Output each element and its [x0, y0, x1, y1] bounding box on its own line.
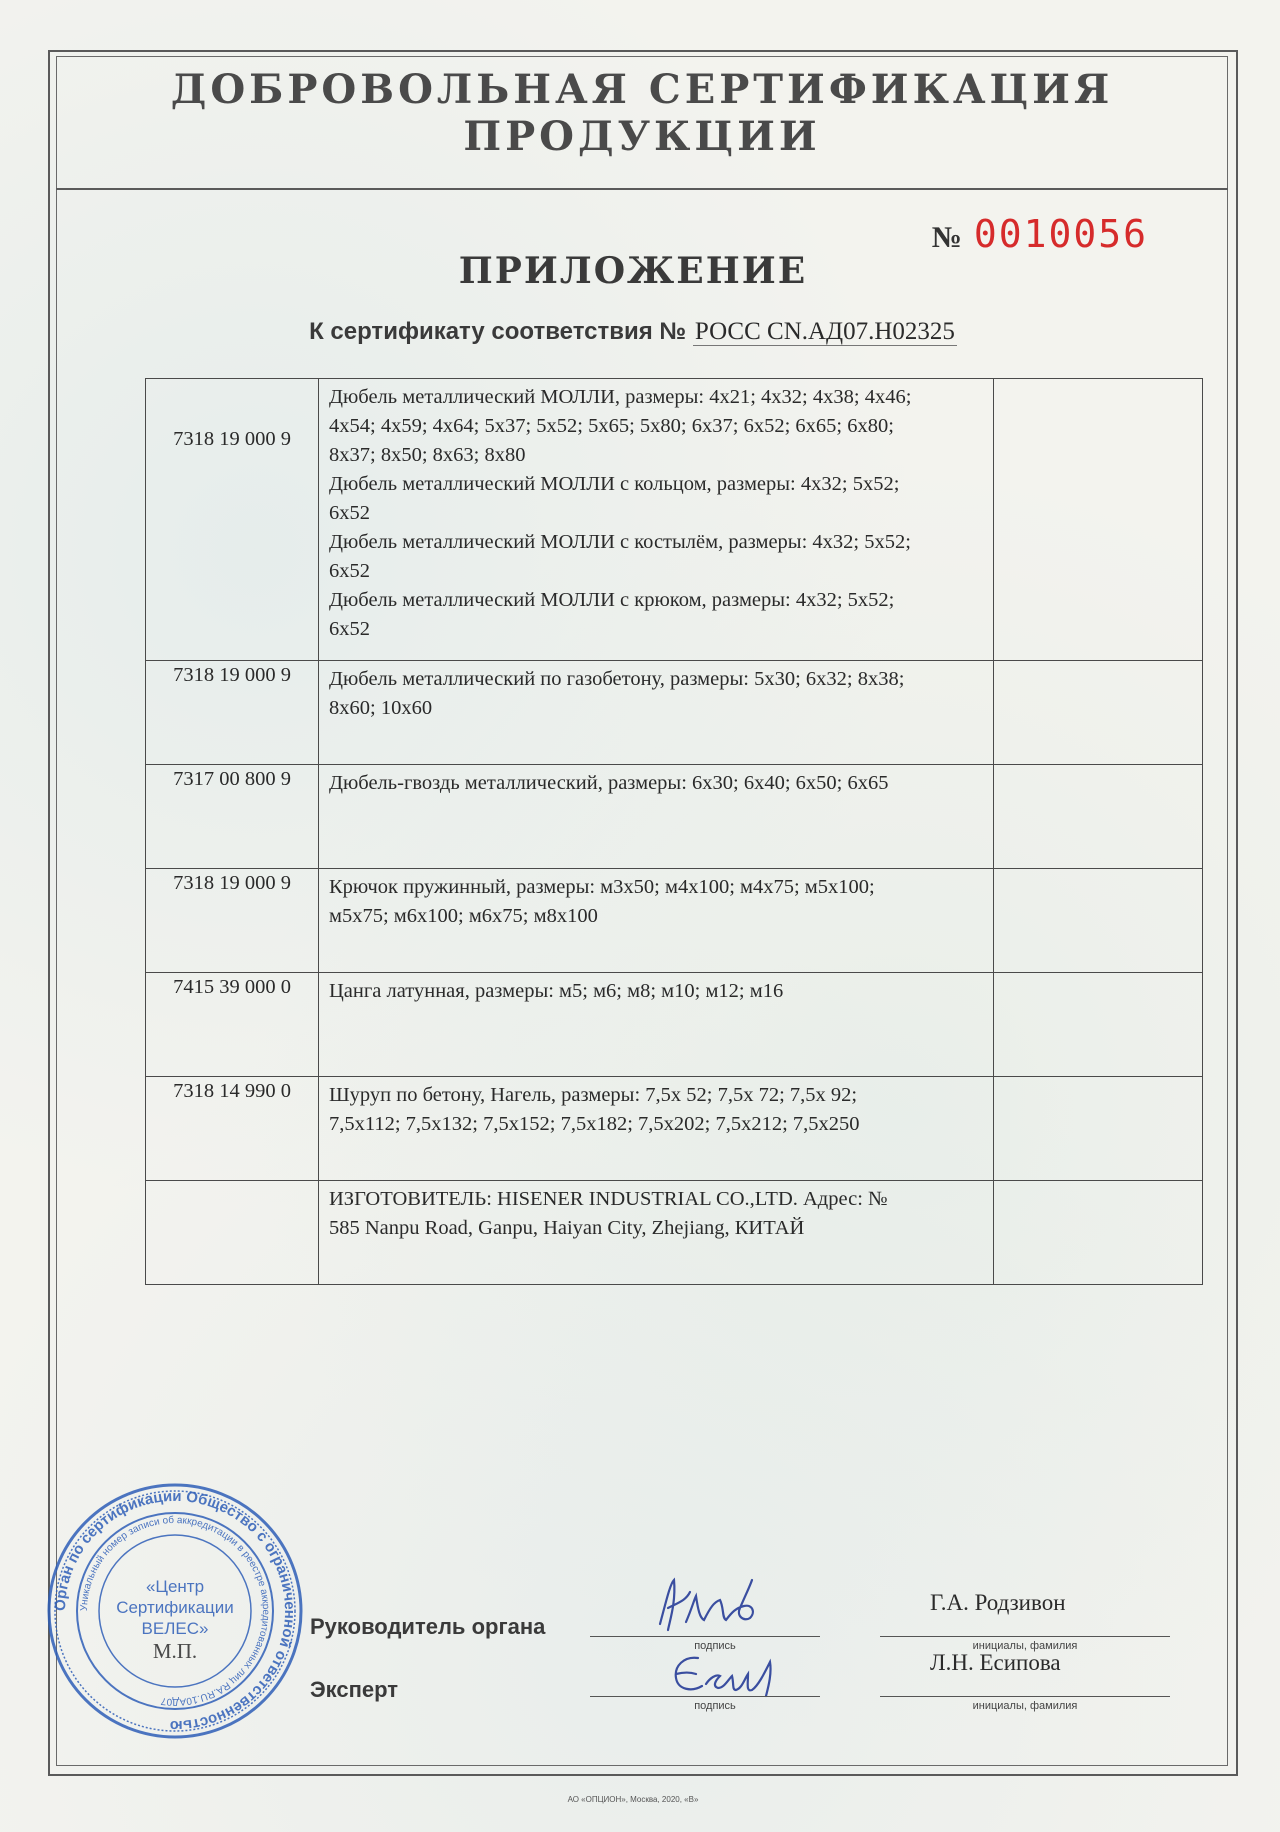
stamp-center-line1: «Центр [145, 1577, 205, 1596]
tn-ved-code: 7318 19 000 9 [146, 379, 319, 661]
product-description [319, 379, 994, 661]
description-line: 4x54; 4x59; 4x64; 5x37; 5x52; 5x65; 5x80; 6x37; 6x52; 6x65; 6x80; [329, 415, 894, 437]
stamp-center-line2: Сертификации [116, 1598, 234, 1617]
description-line: 7,5x112; 7,5x132; 7,5x152; 7,5x182; 7,5x202; 7,5x212; 7,5x250 [329, 1113, 860, 1135]
printer-imprint: АО «ОПЦИОН», Москва, 2020, «В» [567, 1795, 699, 1804]
description-line: м5x75; м6x100; м6x75; м8x100 [329, 905, 598, 927]
empty-cell [994, 1077, 1203, 1181]
description-line: 6x52 [329, 560, 370, 582]
round-seal-stamp [44, 1480, 306, 1742]
empty-cell [994, 973, 1203, 1077]
description-line: Дюбель металлический МОЛЛИ с кольцом, размеры: 4x32; 5x52; [329, 473, 900, 495]
description-line: Дюбель-гвоздь металлический, размеры: 6x30; 6x40; 6x50; 6x65 [329, 772, 889, 794]
table-row [146, 379, 1203, 661]
description-line: Крючок пружинный, размеры: м3x50; м4x100; м4x75; м5x100; [329, 876, 875, 898]
table-row [146, 1077, 1203, 1181]
empty-cell [994, 379, 1203, 661]
table-row [146, 1181, 1203, 1285]
page-title: ПРИЛОЖЕНИЕ [458, 250, 808, 292]
empty-cell [994, 661, 1203, 765]
expert-name-caption: инициалы, фамилия [972, 1700, 1078, 1712]
header-divider [56, 188, 1228, 190]
product-description [319, 1077, 994, 1181]
certificate-number: РОСС CN.АД07.Н02325 [694, 318, 955, 345]
tn-ved-code: 7318 19 000 9 [146, 869, 319, 973]
manufacturer-info [319, 1181, 994, 1285]
certificate-reference [0, 318, 1266, 346]
head-name-caption: инициалы, фамилия [972, 1640, 1078, 1652]
number-sign: № [931, 221, 962, 254]
product-description [319, 869, 994, 973]
description-line: Дюбель металлический по газобетону, размеры: 5x30; 6x32; 8x38; [329, 668, 905, 690]
description-line: 585 Nanpu Road, Ganpu, Haiyan City, Zhejiang, КИТАЙ [329, 1217, 805, 1239]
expert-label: Эксперт [310, 1677, 399, 1702]
expert-signature-line [590, 1696, 820, 1697]
empty-cell [994, 765, 1203, 869]
description-line: Дюбель металлический МОЛЛИ с крюком, размеры: 4x32; 5x52; [329, 589, 895, 611]
expert-signature [662, 1644, 792, 1704]
head-signature-caption: подпись [694, 1640, 736, 1652]
serial-number: 0010056 [973, 212, 1148, 256]
expert-name-line [880, 1696, 1170, 1697]
description-line: 8x60; 10x60 [329, 697, 433, 719]
tn-ved-code [146, 1181, 319, 1285]
description-line: Дюбель металлический МОЛЛИ, размеры: 4x21; 4x32; 4x38; 4x46; [329, 386, 912, 408]
tn-ved-code: 7415 39 000 0 [146, 973, 319, 1077]
description-line: Шуруп по бетону, Нагель, размеры: 7,5x 52; 7,5x 72; 7,5x 92; [329, 1084, 858, 1106]
certificate-prefix: К сертификату соответствия № [309, 318, 687, 345]
table-row [146, 661, 1203, 765]
stamp-inner-text: Уникальный номер записи об аккредитации в реестре аккредитованных лиц RA.RU.10АД07 [78, 1514, 272, 1708]
expert-signature-caption: подпись [694, 1700, 736, 1712]
table-row [146, 973, 1203, 1077]
product-description [319, 973, 994, 1077]
expert-name: Л.Н. Есипова [930, 1650, 1061, 1675]
head-name: Г.А. Родзивон [930, 1590, 1066, 1615]
description-line: 6x52 [329, 618, 370, 640]
description-line: 6x52 [329, 502, 370, 524]
stamp-center-line3: ВЕЛЕС» [141, 1619, 209, 1638]
empty-cell [994, 869, 1203, 973]
products-table [145, 378, 1203, 1285]
document-heading: ДОБРОВОЛЬНАЯ СЕРТИФИКАЦИЯ ПРОДУКЦИИ [170, 66, 1114, 160]
description-line: Дюбель металлический МОЛЛИ с костылём, размеры: 4x32; 5x52; [329, 531, 911, 553]
empty-cell [994, 1181, 1203, 1285]
description-line: Цанга латунная, размеры: м5; м6; м8; м10; м12; м16 [329, 980, 784, 1002]
tn-ved-code: 7318 19 000 9 [146, 661, 319, 765]
tn-ved-code: 7317 00 800 9 [146, 765, 319, 869]
table-row [146, 765, 1203, 869]
tn-ved-code: 7318 14 990 0 [146, 1077, 319, 1181]
product-description [319, 661, 994, 765]
stamp-outer-text: Орган по сертификации Общество с ограниченной ответственностью [51, 1487, 299, 1735]
description-line: 8x37; 8x50; 8x63; 8x80 [329, 444, 526, 466]
product-description [319, 765, 994, 869]
head-signature [640, 1572, 770, 1642]
head-of-body-label: Руководитель органа [310, 1614, 546, 1639]
table-row [146, 869, 1203, 973]
head-name-line [880, 1636, 1170, 1637]
head-signature-line [590, 1636, 820, 1637]
stamp-mp: М.П. [152, 1639, 198, 1663]
description-line: ИЗГОТОВИТЕЛЬ: HISENER INDUSTRIAL CO.,LTD. Адрес: № [329, 1188, 888, 1210]
